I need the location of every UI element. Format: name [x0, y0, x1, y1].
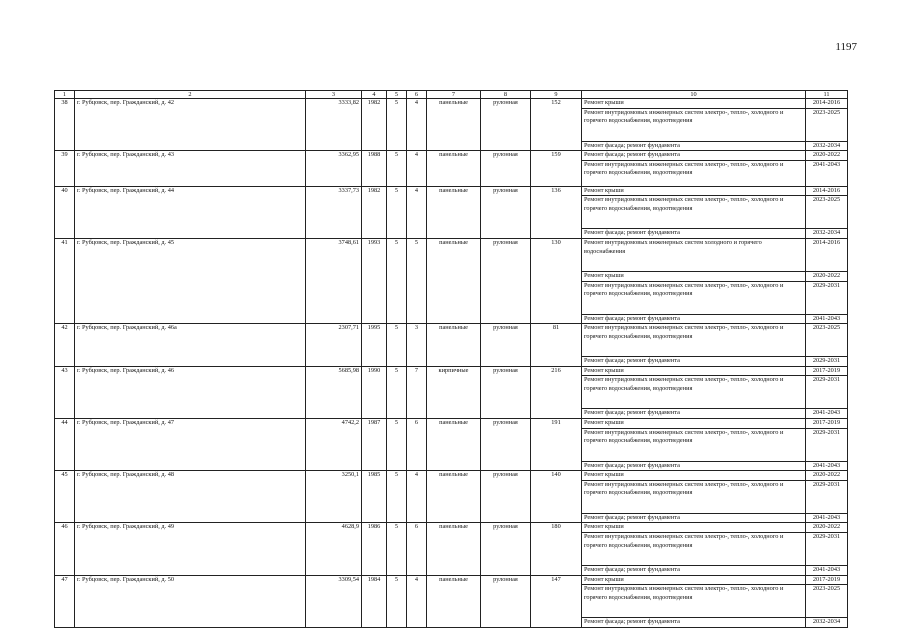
work-type-cell: Ремонт крыши: [582, 523, 806, 533]
work-period-cell: 2032-2034: [806, 618, 848, 628]
work-period-cell: 2014-2016: [806, 186, 848, 196]
work-type-cell: Ремонт фасада; ремонт фундамента: [582, 357, 806, 367]
repair-schedule-table: [54, 90, 848, 628]
table-row: [55, 324, 848, 357]
work-type-cell: Ремонт внутридомовых инженерных систем электро-, тепло-, холодного и горячего водоснабжения, водоотведения: [582, 196, 806, 229]
column-header: 11: [806, 91, 848, 99]
roof-type-cell: рулонная: [481, 523, 531, 575]
area-cell: 3337,73: [306, 186, 362, 238]
work-period-cell: 2014-2016: [806, 238, 848, 271]
walls-material-cell: панельные: [427, 523, 481, 575]
roof-type-cell: рулонная: [481, 186, 531, 238]
roof-type-cell: рулонная: [481, 151, 531, 187]
work-period-cell: 2041-2043: [806, 314, 848, 324]
table-row: [55, 186, 848, 196]
column-header: 7: [427, 91, 481, 99]
entrances-cell: 6: [407, 418, 427, 470]
table-row: [55, 523, 848, 533]
address-cell: г. Рубцовск, пер. Гражданский, д. 46: [75, 366, 306, 418]
work-type-cell: Ремонт внутридомовых инженерных систем электро-, тепло-, холодного и горячего водоснабжения, водоотведения: [582, 281, 806, 314]
work-type-cell: Ремонт крыши: [582, 471, 806, 481]
address-cell: г. Рубцовск, пер. Гражданский, д. 48: [75, 471, 306, 523]
work-type-cell: Ремонт крыши: [582, 418, 806, 428]
work-period-cell: 2029-2031: [806, 357, 848, 367]
area-cell: 3250,1: [306, 471, 362, 523]
floors-cell: 5: [387, 324, 407, 367]
entrances-cell: 4: [407, 575, 427, 627]
table-row: [55, 151, 848, 161]
work-period-cell: 2029-2031: [806, 480, 848, 513]
address-cell: г. Рубцовск, пер. Гражданский, д. 49: [75, 523, 306, 575]
address-cell: г. Рубцовск, пер. Гражданский, д. 50: [75, 575, 306, 627]
work-period-cell: 2014-2016: [806, 99, 848, 109]
walls-material-cell: панельные: [427, 575, 481, 627]
work-type-cell: Ремонт фасада; ремонт фундамента: [582, 513, 806, 523]
area-cell: 3333,82: [306, 99, 362, 151]
page-number: 1197: [835, 41, 857, 53]
work-period-cell: 2041-2043: [806, 409, 848, 419]
address-cell: г. Рубцовск, пер. Гражданский, д. 43: [75, 151, 306, 187]
work-period-cell: 2020-2022: [806, 471, 848, 481]
floors-cell: 5: [387, 151, 407, 187]
row-number-cell: 43: [55, 366, 75, 418]
work-period-cell: 2017-2019: [806, 366, 848, 376]
entrances-cell: 4: [407, 151, 427, 187]
year-cell: 1987: [362, 418, 387, 470]
row-number-cell: 47: [55, 575, 75, 627]
entrances-cell: 5: [407, 238, 427, 323]
year-cell: 1982: [362, 186, 387, 238]
work-period-cell: 2023-2025: [806, 108, 848, 141]
work-type-cell: Ремонт внутридомовых инженерных систем электро-, тепло-, холодного и горячего водоснабжения, водоотведения: [582, 585, 806, 618]
address-cell: г. Рубцовск, пер. Гражданский, д. 44: [75, 186, 306, 238]
work-period-cell: 2032-2034: [806, 229, 848, 239]
work-period-cell: 2020-2022: [806, 271, 848, 281]
floors-cell: 5: [387, 418, 407, 470]
column-header: 2: [75, 91, 306, 99]
work-period-cell: 2041-2043: [806, 565, 848, 575]
walls-material-cell: панельные: [427, 99, 481, 151]
table-row: [55, 471, 848, 481]
roof-type-cell: рулонная: [481, 324, 531, 367]
row-number-cell: 42: [55, 324, 75, 367]
table-body: [55, 91, 848, 628]
table-row: [55, 366, 848, 376]
work-type-cell: Ремонт внутридомовых инженерных систем холодного и горячего водоснабжения: [582, 238, 806, 271]
roof-type-cell: рулонная: [481, 366, 531, 418]
table-row: [55, 575, 848, 585]
row-number-cell: 39: [55, 151, 75, 187]
residents-cell: 81: [531, 324, 582, 367]
work-period-cell: 2029-2031: [806, 376, 848, 409]
column-header: 5: [387, 91, 407, 99]
area-cell: 3748,61: [306, 238, 362, 323]
floors-cell: 5: [387, 186, 407, 238]
entrances-cell: 7: [407, 366, 427, 418]
roof-type-cell: рулонная: [481, 575, 531, 627]
residents-cell: 180: [531, 523, 582, 575]
work-period-cell: 2041-2043: [806, 513, 848, 523]
work-type-cell: Ремонт крыши: [582, 99, 806, 109]
walls-material-cell: панельные: [427, 471, 481, 523]
work-period-cell: 2029-2031: [806, 428, 848, 461]
residents-cell: 191: [531, 418, 582, 470]
work-type-cell: Ремонт крыши: [582, 271, 806, 281]
year-cell: 1986: [362, 523, 387, 575]
column-header: 6: [407, 91, 427, 99]
column-header: 9: [531, 91, 582, 99]
address-cell: г. Рубцовск, пер. Гражданский, д. 46а: [75, 324, 306, 367]
residents-cell: 152: [531, 99, 582, 151]
row-number-cell: 41: [55, 238, 75, 323]
entrances-cell: 6: [407, 523, 427, 575]
work-type-cell: Ремонт фасада; ремонт фундамента: [582, 618, 806, 628]
work-type-cell: Ремонт внутридомовых инженерных систем электро-, тепло-, холодного и горячего водоснабжения, водоотведения: [582, 532, 806, 565]
work-period-cell: 2020-2022: [806, 523, 848, 533]
year-cell: 1984: [362, 575, 387, 627]
area-cell: 4628,9: [306, 523, 362, 575]
work-period-cell: 2029-2031: [806, 532, 848, 565]
work-period-cell: 2020-2022: [806, 151, 848, 161]
year-cell: 1990: [362, 366, 387, 418]
column-header: 8: [481, 91, 531, 99]
walls-material-cell: кирпичные: [427, 366, 481, 418]
work-type-cell: Ремонт фасада; ремонт фундамента: [582, 229, 806, 239]
year-cell: 1993: [362, 238, 387, 323]
entrances-cell: 4: [407, 99, 427, 151]
work-period-cell: 2017-2019: [806, 575, 848, 585]
row-number-cell: 46: [55, 523, 75, 575]
column-header: 3: [306, 91, 362, 99]
table-row: [55, 238, 848, 271]
work-period-cell: 2041-2043: [806, 461, 848, 471]
address-cell: г. Рубцовск, пер. Гражданский, д. 42: [75, 99, 306, 151]
year-cell: 1982: [362, 99, 387, 151]
roof-type-cell: рулонная: [481, 418, 531, 470]
area-cell: 4742,2: [306, 418, 362, 470]
floors-cell: 5: [387, 366, 407, 418]
residents-cell: 159: [531, 151, 582, 187]
roof-type-cell: рулонная: [481, 99, 531, 151]
column-header: 4: [362, 91, 387, 99]
work-type-cell: Ремонт крыши: [582, 186, 806, 196]
residents-cell: 147: [531, 575, 582, 627]
work-period-cell: 2023-2025: [806, 196, 848, 229]
entrances-cell: 4: [407, 471, 427, 523]
floors-cell: 5: [387, 238, 407, 323]
year-cell: 1988: [362, 151, 387, 187]
work-type-cell: Ремонт внутридомовых инженерных систем электро-, тепло-, холодного и горячего водоснабжения, водоотведения: [582, 480, 806, 513]
floors-cell: 5: [387, 575, 407, 627]
residents-cell: 140: [531, 471, 582, 523]
walls-material-cell: панельные: [427, 151, 481, 187]
area-cell: 5685,98: [306, 366, 362, 418]
work-type-cell: Ремонт крыши: [582, 366, 806, 376]
walls-material-cell: панельные: [427, 324, 481, 367]
table-row: [55, 99, 848, 109]
column-number-header: [55, 91, 848, 99]
floors-cell: 5: [387, 99, 407, 151]
entrances-cell: 3: [407, 324, 427, 367]
area-cell: 2307,71: [306, 324, 362, 367]
work-period-cell: 2041-2043: [806, 160, 848, 186]
residents-cell: 136: [531, 186, 582, 238]
work-period-cell: 2029-2031: [806, 281, 848, 314]
work-type-cell: Ремонт внутридомовых инженерных систем электро-, тепло-, холодного и горячего водоснабжения, водоотведения: [582, 428, 806, 461]
column-header: 10: [582, 91, 806, 99]
walls-material-cell: панельные: [427, 238, 481, 323]
floors-cell: 5: [387, 523, 407, 575]
area-cell: 3362,95: [306, 151, 362, 187]
year-cell: 1995: [362, 324, 387, 367]
work-type-cell: Ремонт фасада; ремонт фундамента: [582, 314, 806, 324]
walls-material-cell: панельные: [427, 186, 481, 238]
work-type-cell: Ремонт фасада; ремонт фундамента: [582, 141, 806, 151]
row-number-cell: 44: [55, 418, 75, 470]
table-row: [55, 418, 848, 428]
work-type-cell: Ремонт фасада; ремонт фундамента: [582, 565, 806, 575]
work-type-cell: Ремонт крыши: [582, 575, 806, 585]
year-cell: 1985: [362, 471, 387, 523]
work-type-cell: Ремонт фасада; ремонт фундамента: [582, 409, 806, 419]
work-period-cell: 2032-2034: [806, 141, 848, 151]
work-period-cell: 2023-2025: [806, 585, 848, 618]
work-type-cell: Ремонт фасада; ремонт фундамента: [582, 151, 806, 161]
residents-cell: 216: [531, 366, 582, 418]
column-header: 1: [55, 91, 75, 99]
work-type-cell: Ремонт внутридомовых инженерных систем электро-, тепло-, холодного и горячего водоснабжения, водоотведения: [582, 376, 806, 409]
floors-cell: 5: [387, 471, 407, 523]
row-number-cell: 45: [55, 471, 75, 523]
address-cell: г. Рубцовск, пер. Гражданский, д. 47: [75, 418, 306, 470]
walls-material-cell: панельные: [427, 418, 481, 470]
roof-type-cell: рулонная: [481, 471, 531, 523]
address-cell: г. Рубцовск, пер. Гражданский, д. 45: [75, 238, 306, 323]
work-type-cell: Ремонт внутридомовых инженерных систем электро-, тепло-, холодного и горячего водоснабжения, водоотведения: [582, 108, 806, 141]
residents-cell: 130: [531, 238, 582, 323]
row-number-cell: 38: [55, 99, 75, 151]
work-type-cell: Ремонт фасада; ремонт фундамента: [582, 461, 806, 471]
roof-type-cell: рулонная: [481, 238, 531, 323]
work-period-cell: 2017-2019: [806, 418, 848, 428]
row-number-cell: 40: [55, 186, 75, 238]
work-type-cell: Ремонт внутридомовых инженерных систем электро-, тепло-, холодного и горячего водоснабжения, водоотведения: [582, 160, 806, 186]
work-period-cell: 2023-2025: [806, 324, 848, 357]
entrances-cell: 4: [407, 186, 427, 238]
work-type-cell: Ремонт внутридомовых инженерных систем электро-, тепло-, холодного и горячего водоснабжения, водоотведения: [582, 324, 806, 357]
area-cell: 3309,54: [306, 575, 362, 627]
